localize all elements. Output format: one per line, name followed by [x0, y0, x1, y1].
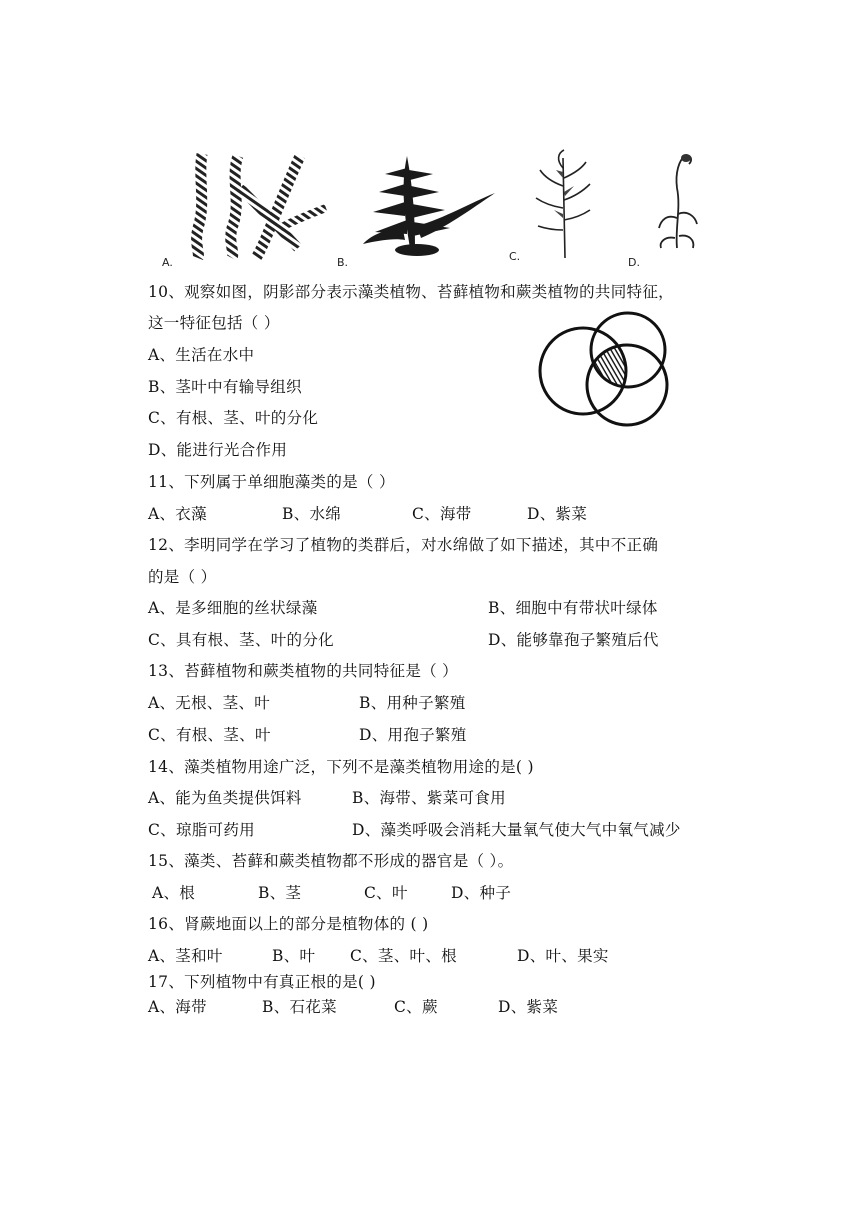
q10-stem-line-2: 这一特征包括（ ）: [148, 314, 280, 332]
q12-option-c: C、具有根、茎、叶的分化: [148, 631, 334, 649]
q16-option-c: C、茎、叶、根: [350, 947, 457, 965]
q17-option-c: C、蕨: [394, 998, 438, 1016]
q15-option-d: D、种子: [451, 884, 512, 902]
q14-option-c: C、琼脂可药用: [148, 821, 255, 839]
q17-option-a: A、海带: [148, 998, 207, 1016]
q14-option-a: A、能为鱼类提供饵料: [148, 789, 302, 807]
q16-option-d: D、叶、果实: [517, 947, 609, 965]
q13-option-b: B、用种子繁殖: [359, 694, 466, 712]
q13-option-a: A、无根、茎、叶: [148, 694, 271, 712]
q16-option-b: B、叶: [272, 947, 316, 965]
figure-label-a: A.: [162, 256, 173, 269]
q10-option-b: B、茎叶中有输导组织: [148, 378, 302, 396]
q11-stem: 11、下列属于单细胞藻类的是（ ）: [148, 473, 395, 491]
q17-option-d: D、紫菜: [498, 998, 559, 1016]
q11-option-d: D、紫菜: [527, 505, 588, 523]
q17-stem: 17、下列植物中有真正根的是( ): [148, 973, 376, 991]
q15-option-c: C、叶: [364, 884, 408, 902]
figure-label-c: C.: [509, 250, 521, 263]
q12-option-d: D、能够靠孢子繁殖后代: [488, 631, 659, 649]
q10-stem-line-1: 10、观察如图，阴影部分表示藻类植物、苔藓植物和蕨类植物的共同特征，: [148, 283, 674, 301]
q10-option-c: C、有根、茎、叶的分化: [148, 409, 319, 427]
q15-stem: 15、藻类、苔藓和蕨类植物都不形成的器官是（ ）。: [148, 852, 514, 870]
q15-option-b: B、茎: [258, 884, 302, 902]
figure-label-b: B.: [337, 256, 349, 269]
q16-stem: 16、肾蕨地面以上的部分是植物体的 ( ): [148, 915, 429, 933]
q12-stem-line-1: 12、李明同学在学习了植物的类群后，对水绵做了如下描述，其中不正确: [148, 536, 659, 554]
q15-option-a: A、根: [152, 884, 196, 902]
q16-option-a: A、茎和叶: [148, 947, 223, 965]
q13-stem: 13、苔藓植物和蕨类植物的共同特征是（ ）: [148, 662, 458, 680]
q12-option-a: A、是多细胞的丝状绿藻: [148, 599, 318, 617]
q14-stem: 14、藻类植物用途广泛，下列不是藻类植物用途的是( ): [148, 758, 534, 776]
q13-option-c: C、有根、茎、叶: [148, 726, 271, 744]
q14-option-b: B、海带、紫菜可食用: [352, 789, 506, 807]
figure-label-d: D.: [628, 256, 640, 269]
spirogyra-illustration: [180, 148, 330, 260]
fern-illustration: [355, 148, 500, 260]
q12-option-b: B、细胞中有带状叶绿体: [488, 599, 658, 617]
q11-option-c: C、海带: [412, 505, 472, 523]
q12-stem-line-2: 的是（ ）: [148, 568, 217, 586]
q11-option-b: B、水绵: [282, 505, 342, 523]
q11-option-a: A、衣藻: [148, 505, 207, 523]
sprout-illustration: [645, 148, 705, 260]
venn-diagram: [535, 305, 675, 430]
moss-illustration: [530, 148, 600, 260]
q10-option-d: D、能进行光合作用: [148, 441, 288, 459]
q10-option-a: A、生活在水中: [148, 346, 255, 364]
q14-option-d: D、藻类呼吸会消耗大量氧气使大气中氧气减少: [352, 821, 681, 839]
q13-option-d: D、用孢子繁殖: [359, 726, 467, 744]
q17-option-b: B、石花菜: [262, 998, 337, 1016]
